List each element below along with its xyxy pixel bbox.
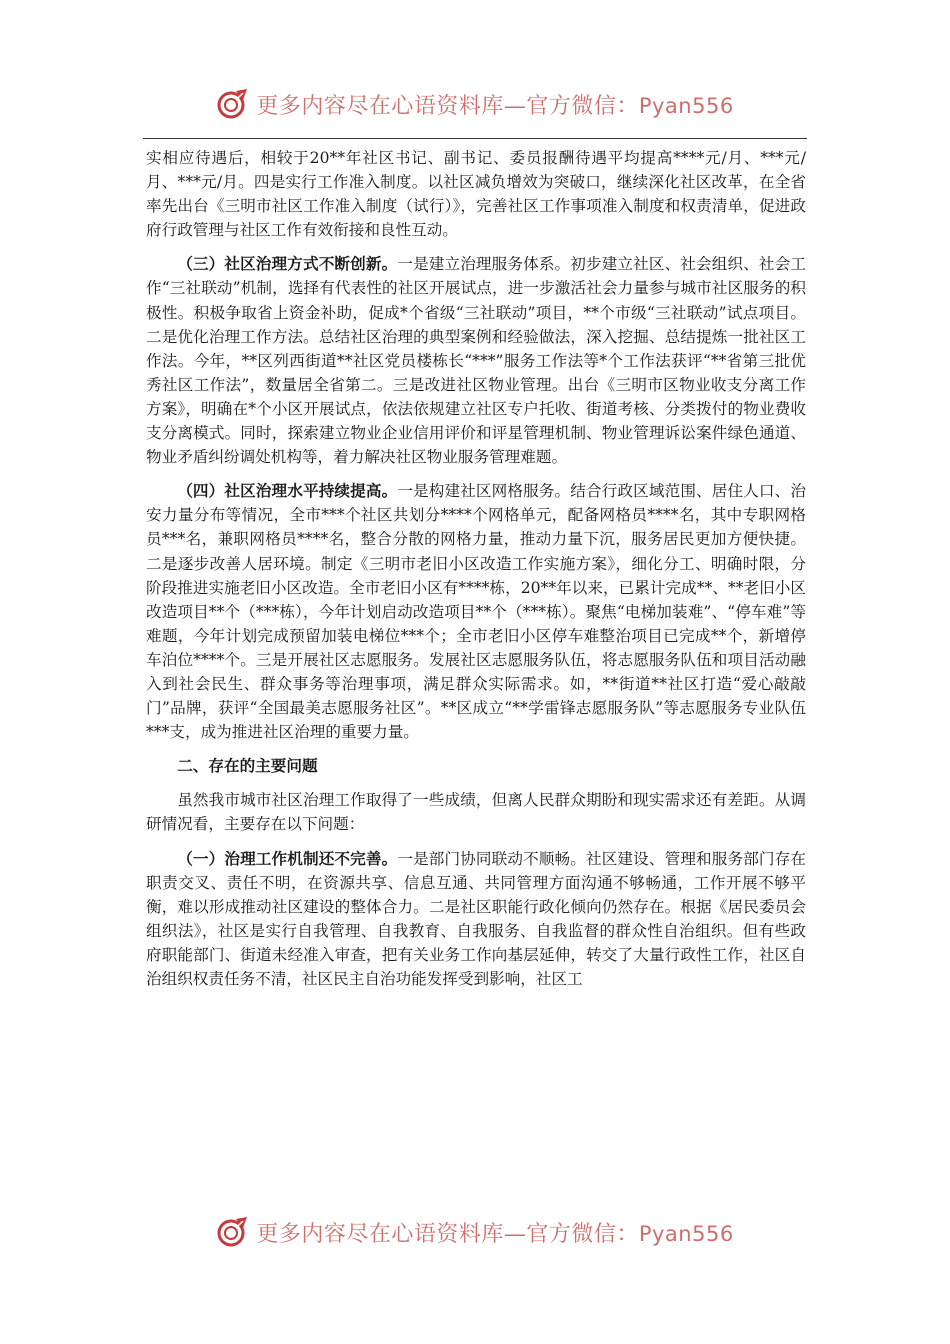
- subsection-heading: （一）治理工作机制还不完善。: [177, 848, 398, 868]
- paragraph-text: 实相应待遇后，相较于20**年社区书记、副书记、委员报酬待遇平均提高****元/月、***元/月、***元/月。四是实行工作准入制度。以社区减负增效为突破口，继续深化社区改革，在全省率先出台《三明市社区工作准入制度（试行）》，完善社区工作事项准入制度和权责清单，促进政府行政管理与社区工作有效衔接和良性互动。: [146, 149, 806, 240]
- paragraph-governance-level: [146, 479, 806, 744]
- paragraph-problems-intro: [146, 788, 806, 836]
- document-body: [146, 146, 806, 991]
- paragraph-continuation: [146, 146, 806, 242]
- paragraph-mechanism: [146, 847, 806, 992]
- section-heading: 二、存在的主要问题: [177, 756, 318, 776]
- banner-wechat-handle: Pyan556: [638, 93, 734, 118]
- header-banner: [0, 84, 950, 124]
- subsection-heading: （四）社区治理水平持续提高。: [177, 481, 398, 501]
- subsection-heading: （三）社区治理方式不断创新。: [177, 254, 398, 274]
- banner-slogan: 更多内容尽在心语资料库—官方微信：: [256, 93, 639, 119]
- pen-seal-logo-icon: [216, 1215, 250, 1249]
- header-divider: [143, 138, 807, 139]
- footer-banner: [0, 1212, 950, 1252]
- pen-seal-logo-icon: [216, 87, 250, 121]
- paragraph-text: 虽然我市城市社区治理工作取得了一些成绩，但离人民群众期盼和现实需求还有差距。从调研情况看，主要存在以下问题：: [146, 791, 806, 834]
- banner-wechat-handle: Pyan556: [638, 1221, 734, 1246]
- header-banner-text: [256, 89, 733, 120]
- paragraph-text: 一是构建社区网格服务。结合行政区域范围、居住人口、治安力量分布等情况，全市***个社区共划分****个网格单元，配备网格员****名，其中专职网格员***名，兼职网格员****名，整合分散的网格力量，推动力量下沉，服务居民更加方便快捷。二是逐步改善人居环境。制定《三明市老旧小区改造工作实施方案》，细化分工、明确时限，分阶段推进实施老旧小区改造。全市老旧小区有****栋，20**年以来，已累计完成**、**老旧小区改造项目**个（***栋），今年计划启动改造项目**个（***栋）。聚焦“电梯加装难”、“停车难”等难题，今年计划完成预留加装电梯位***个；全市老旧小区停车难整治项目已完成**个，新增停车泊位****个。三是开展社区志愿服务。发展社区志愿服务队伍，将志愿服务队伍和项目活动融入到社会民生、群众事务等治理事项，满足群众实际需求。如，**街道**社区打造“爱心敲敲门”品牌，获评“全国最美志愿服务社区”。**区成立“**学雷锋志愿服务队”等志愿服务专业队伍***支，成为推进社区治理的重要力量。: [146, 482, 806, 742]
- footer-banner-text: [256, 1217, 733, 1248]
- paragraph-text: 一是部门协同联动不顺畅。社区建设、管理和服务部门存在职责交叉、责任不明，在资源共享、信息互通、共同管理方面沟通不够畅通，工作开展不够平衡，难以形成推动社区建设的整体合力。二是社区职能行政化倾向仍然存在。根据《居民委员会组织法》，社区是实行自我管理、自我教育、自我服务、自我监督的群众性自治组织。但有些政府职能部门、街道未经准入审查，把有关业务工作向基层延伸，转交了大量行政性工作，社区自治组织权责任务不清，社区民主自治功能发挥受到影响，社区工: [146, 849, 806, 988]
- paragraph-governance-innovation: [146, 252, 806, 469]
- paragraph-text: 一是建立治理服务体系。初步建立社区、社会组织、社会工作“三社联动”机制，选择有代表性的社区开展试点，进一步激活社会力量参与城市社区服务的积极性。积极争取省上资金补助，促成*个省级“三社联动”项目，**个市级“三社联动”试点项目。二是优化治理工作方法。总结社区治理的典型案例和经验做法，深入挖掘、总结提炼一批社区工作法。今年，**区列西街道**社区党员楼栋长“***”服务工作法等*个工作法获评“**省第三批优秀社区工作法”，数量居全省第二。三是改进社区物业管理。出台《三明市区物业收支分离工作方案》，明确在*个小区开展试点，依法依规建立社区专户托收、街道考核、分类拨付的物业费收支分离模式。同时，探索建立物业企业信用评价和评星管理机制、物业管理诉讼案件绿色通道、物业矛盾纠纷调处机构等，着力解决社区物业服务管理难题。: [146, 255, 806, 467]
- banner-slogan: 更多内容尽在心语资料库—官方微信：: [256, 1221, 639, 1247]
